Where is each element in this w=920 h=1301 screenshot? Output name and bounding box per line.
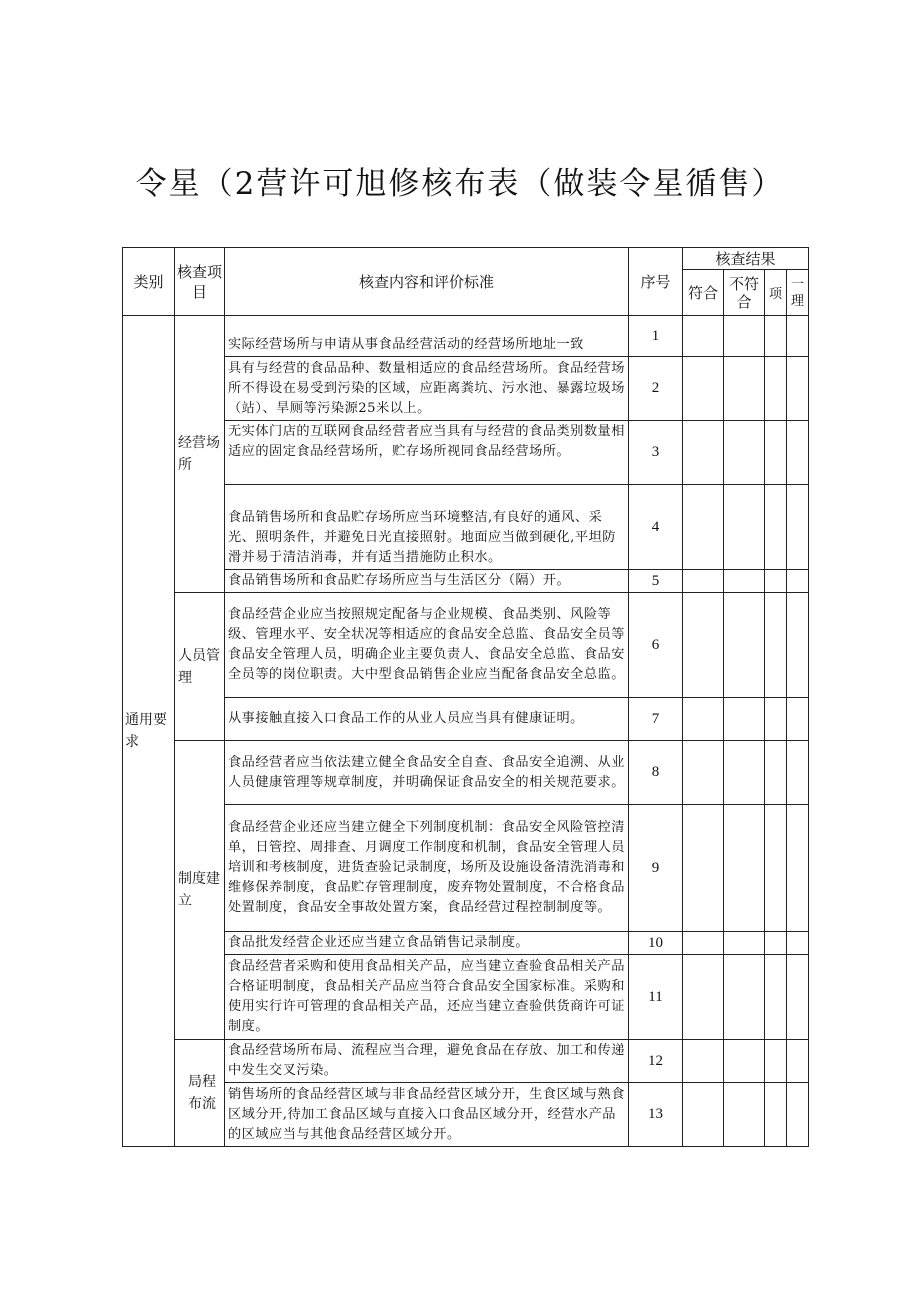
- seq-13: 13: [629, 1083, 683, 1147]
- col-b-7[interactable]: [787, 698, 809, 741]
- page-title: 令星（2营许可旭修核布表（做装令星循售）: [135, 166, 785, 202]
- col-b-10[interactable]: [787, 932, 809, 955]
- col-a-3[interactable]: [765, 421, 787, 485]
- inspection-table: [122, 247, 809, 1147]
- content-12: 食品经营场所布局、流程应当合理，避免食品在存放、加工和传递中发生交叉污染。: [225, 1040, 629, 1083]
- conform-13[interactable]: [683, 1083, 724, 1147]
- header-seq: 序号: [629, 248, 683, 316]
- content-8: 食品经营者应当依法建立健全食品安全自查、食品安全追溯、从业人员健康管理等规章制度，并明确保证食品安全的相关规范要求。: [225, 741, 629, 805]
- col-a-5[interactable]: [765, 570, 787, 593]
- item-venue: 经营场所: [175, 316, 225, 593]
- seq-2: 2: [629, 357, 683, 421]
- seq-12: 12: [629, 1040, 683, 1083]
- nonconform-1[interactable]: [724, 316, 765, 357]
- content-13: 销售场所的食品经营区域与非食品经营区域分开，生食区域与熟食区域分开,待加工食品区域与直接入口食品区域分开，经营水产品的区域应当与其他食品经营区域分开。: [225, 1083, 629, 1147]
- content-7: 从事接触直接入口食品工作的从业人员应当具有健康证明。: [225, 698, 629, 741]
- nonconform-4[interactable]: [724, 485, 765, 570]
- col-b-12[interactable]: [787, 1040, 809, 1083]
- content-11: 食品经营者采购和使用食品相关产品，应当建立查验食品相关产品合格证明制度，食品相关产品应当符合食品安全国家标准。采购和使用实行许可管理的食品相关产品，还应当建立查验供货商许可证制度。: [225, 955, 629, 1040]
- nonconform-13[interactable]: [724, 1083, 765, 1147]
- conform-9[interactable]: [683, 805, 724, 932]
- conform-4[interactable]: [683, 485, 724, 570]
- content-9: 食品经营企业还应当建立健全下列制度机制：食品安全风险管控清单，日管控、周排查、月调度工作制度和机制，食品安全管理人员培训和考核制度，进货查验记录制度，场所及设施设备清洗消毒和维修保养制度，食品贮存管理制度，废弃物处置制度，不合格食品处置制度，食品安全事故处置方案，食品经营过程控制制度等。: [225, 805, 629, 932]
- col-a-1[interactable]: [765, 316, 787, 357]
- nonconform-9[interactable]: [724, 805, 765, 932]
- col-b-8[interactable]: [787, 741, 809, 805]
- nonconform-3[interactable]: [724, 421, 765, 485]
- header-category: 类别: [123, 248, 175, 316]
- conform-5[interactable]: [683, 570, 724, 593]
- item-system: 制度建立: [175, 741, 225, 1040]
- content-4: 食品销售场所和食品贮存场所应当环境整洁,有良好的通风、采光、照明条件，并避免日光直接照射。地面应当做到硬化,平坦防滑并易于清洁消毒，并有适当措施防止积水。: [225, 485, 629, 570]
- header-conform: 符合: [683, 270, 724, 316]
- header-nonconform: 不符合: [724, 270, 765, 316]
- conform-11[interactable]: [683, 955, 724, 1040]
- header-result: 核查结果: [683, 248, 809, 270]
- nonconform-11[interactable]: [724, 955, 765, 1040]
- nonconform-6[interactable]: [724, 593, 765, 698]
- seq-5: 5: [629, 570, 683, 593]
- col-b-3[interactable]: [787, 421, 809, 485]
- seq-8: 8: [629, 741, 683, 805]
- col-a-12[interactable]: [765, 1040, 787, 1083]
- seq-11: 11: [629, 955, 683, 1040]
- conform-2[interactable]: [683, 357, 724, 421]
- col-a-8[interactable]: [765, 741, 787, 805]
- col-b-11[interactable]: [787, 955, 809, 1040]
- nonconform-10[interactable]: [724, 932, 765, 955]
- seq-7: 7: [629, 698, 683, 741]
- header-content: 核查内容和评价标准: [225, 248, 629, 316]
- content-5: 食品销售场所和食品贮存场所应当与生活区分（隔）开。: [225, 570, 629, 593]
- conform-12[interactable]: [683, 1040, 724, 1083]
- conform-10[interactable]: [683, 932, 724, 955]
- seq-4: 4: [629, 485, 683, 570]
- col-a-4[interactable]: [765, 485, 787, 570]
- nonconform-7[interactable]: [724, 698, 765, 741]
- item-personnel: 人员管理: [175, 593, 225, 741]
- header-item: 核查项目: [175, 248, 225, 316]
- header-col-b: 一理: [787, 270, 809, 316]
- content-2: 具有与经营的食品品种、数量相适应的食品经营场所。食品经营场所不得设在易受到污染的区域，应距离粪坑、污水池、暴露垃圾场（站）、旱厕等污染源25米以上。: [225, 357, 629, 421]
- col-a-6[interactable]: [765, 593, 787, 698]
- col-b-4[interactable]: [787, 485, 809, 570]
- content-6: 食品经营企业应当按照规定配备与企业规模、食品类别、风险等级、管理水平、安全状况等相适应的食品安全总监、食品安全员等食品安全管理人员，明确企业主要负责人、食品安全总监、食品安全员等的岗位职责。大中型食品销售企业应当配备食品安全总监。: [225, 593, 629, 698]
- col-a-2[interactable]: [765, 357, 787, 421]
- col-b-1[interactable]: [787, 316, 809, 357]
- seq-10: 10: [629, 932, 683, 955]
- content-1: 实际经营场所与申请从事食品经营活动的经营场所地址一致: [225, 316, 629, 357]
- col-b-9[interactable]: [787, 805, 809, 932]
- col-b-6[interactable]: [787, 593, 809, 698]
- seq-9: 9: [629, 805, 683, 932]
- nonconform-12[interactable]: [724, 1040, 765, 1083]
- col-b-13[interactable]: [787, 1083, 809, 1147]
- content-10: 食品批发经营企业还应当建立食品销售记录制度。: [225, 932, 629, 955]
- col-a-13[interactable]: [765, 1083, 787, 1147]
- header-col-a: 项: [765, 270, 787, 316]
- seq-6: 6: [629, 593, 683, 698]
- conform-7[interactable]: [683, 698, 724, 741]
- item-layout: 局程布流: [175, 1040, 225, 1147]
- conform-1[interactable]: [683, 316, 724, 357]
- col-a-9[interactable]: [765, 805, 787, 932]
- category-cell: 通用要求: [123, 316, 175, 1147]
- conform-8[interactable]: [683, 741, 724, 805]
- col-a-7[interactable]: [765, 698, 787, 741]
- col-a-10[interactable]: [765, 932, 787, 955]
- seq-3: 3: [629, 421, 683, 485]
- nonconform-5[interactable]: [724, 570, 765, 593]
- nonconform-2[interactable]: [724, 357, 765, 421]
- col-a-11[interactable]: [765, 955, 787, 1040]
- nonconform-8[interactable]: [724, 741, 765, 805]
- col-b-5[interactable]: [787, 570, 809, 593]
- conform-3[interactable]: [683, 421, 724, 485]
- col-b-2[interactable]: [787, 357, 809, 421]
- conform-6[interactable]: [683, 593, 724, 698]
- content-3: 无实体门店的互联网食品经营者应当具有与经营的食品类别数量相适应的固定食品经营场所，贮存场所视同食品经营场所。: [225, 421, 629, 485]
- seq-1: 1: [629, 316, 683, 357]
